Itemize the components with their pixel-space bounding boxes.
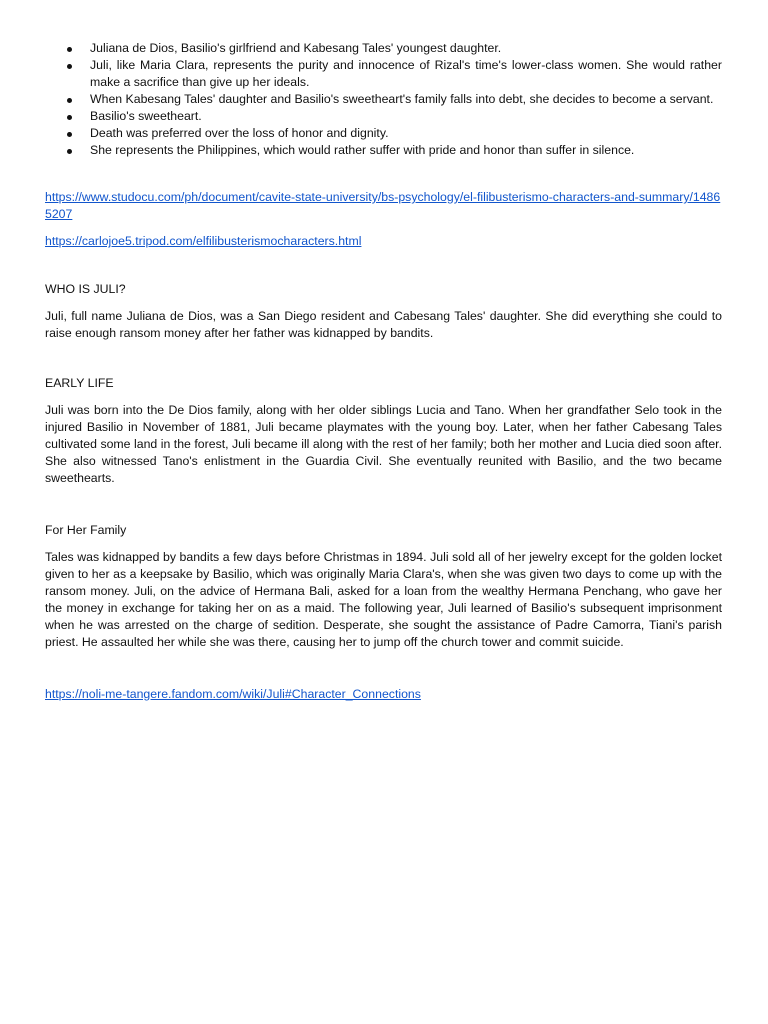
tripod-link[interactable]: https://carlojoe5.tripod.com/elfilibusterismocharacters.html	[45, 234, 362, 248]
who-is-juli-paragraph: Juli, full name Juliana de Dios, was a San Diego resident and Cabesang Tales' daughter. She did everything she could to raise enough ransom money after her father was kidnapped by bandits.	[45, 309, 722, 340]
bullet-text: When Kabesang Tales' daughter and Basilio's sweetheart's family falls into debt, she decides to become a servant.	[90, 92, 714, 106]
bullet-item	[45, 57, 722, 91]
bullet-text: Basilio's sweetheart.	[90, 109, 202, 123]
bullet-dot-icon	[67, 47, 72, 52]
document-body	[45, 40, 722, 703]
for-her-family-paragraph: Tales was kidnapped by bandits a few days before Christmas in 1894. Juli sold all of her jewelry except for the golden locket given to her as a keepsake by Basilio, which was originally Maria Clara's, when she was given two days to come up with the ransom money. Juli, on the advice of Hermana Bali, asked for a loan from the wealthy Hermana Penchang, who gave her the money in exchange for taking her on as a maid. The following year, Juli learned of Basilio's subsequent imprisonment when he was arrested on the charge of sedition. Desperate, she sought the assistance of Padre Camorra, Tiani's parish priest. He assaulted her while she was there, causing her to jump off the church tower and commit suicide.	[45, 550, 722, 649]
bullet-list	[45, 40, 722, 159]
bullet-item	[45, 108, 722, 125]
bullet-item	[45, 91, 722, 108]
for-her-family-heading: For Her Family	[45, 523, 127, 537]
bullet-dot-icon	[67, 98, 72, 103]
early-life-paragraph: Juli was born into the De Dios family, along with her older siblings Lucia and Tano. When her grandfather Selo took in the injured Basilio in November of 1881, Juli became playmates with the young boy. Later, when her father Cabesang Tales cultivated some land in the forest, Juli became ill along with the rest of her family; both her mother and Lucia died soon after. She also witnessed Tano's enlistment in the Guardia Civil. She eventually reunited with Basilio, and the two became sweethearts.	[45, 403, 722, 485]
bullet-dot-icon	[67, 115, 72, 120]
bullet-item	[45, 40, 722, 57]
bullet-dot-icon	[67, 132, 72, 137]
bullet-text: Juliana de Dios, Basilio's girlfriend and Kabesang Tales' youngest daughter.	[90, 41, 502, 55]
fandom-link[interactable]: https://noli-me-tangere.fandom.com/wiki/Juli#Character_Connections	[45, 687, 421, 701]
studocu-link[interactable]: https://www.studocu.com/ph/document/cavite-state-university/bs-psychology/el-filibusterismo-characters-and-summary/14865207	[45, 190, 721, 221]
bullet-item	[45, 142, 722, 159]
bullet-text: Death was preferred over the loss of honor and dignity.	[90, 126, 389, 140]
bullet-text: She represents the Philippines, which would rather suffer with pride and honor than suffer in silence.	[90, 143, 635, 157]
bullet-dot-icon	[67, 64, 72, 69]
bullet-text: Juli, like Maria Clara, represents the purity and innocence of Rizal's time's lower-class women. She would rather make a sacrifice than give up her ideals.	[90, 58, 722, 89]
early-life-heading: EARLY LIFE	[45, 376, 114, 390]
who-is-juli-heading: WHO IS JULI?	[45, 282, 126, 296]
bullet-item	[45, 125, 722, 142]
bullet-dot-icon	[67, 149, 72, 154]
